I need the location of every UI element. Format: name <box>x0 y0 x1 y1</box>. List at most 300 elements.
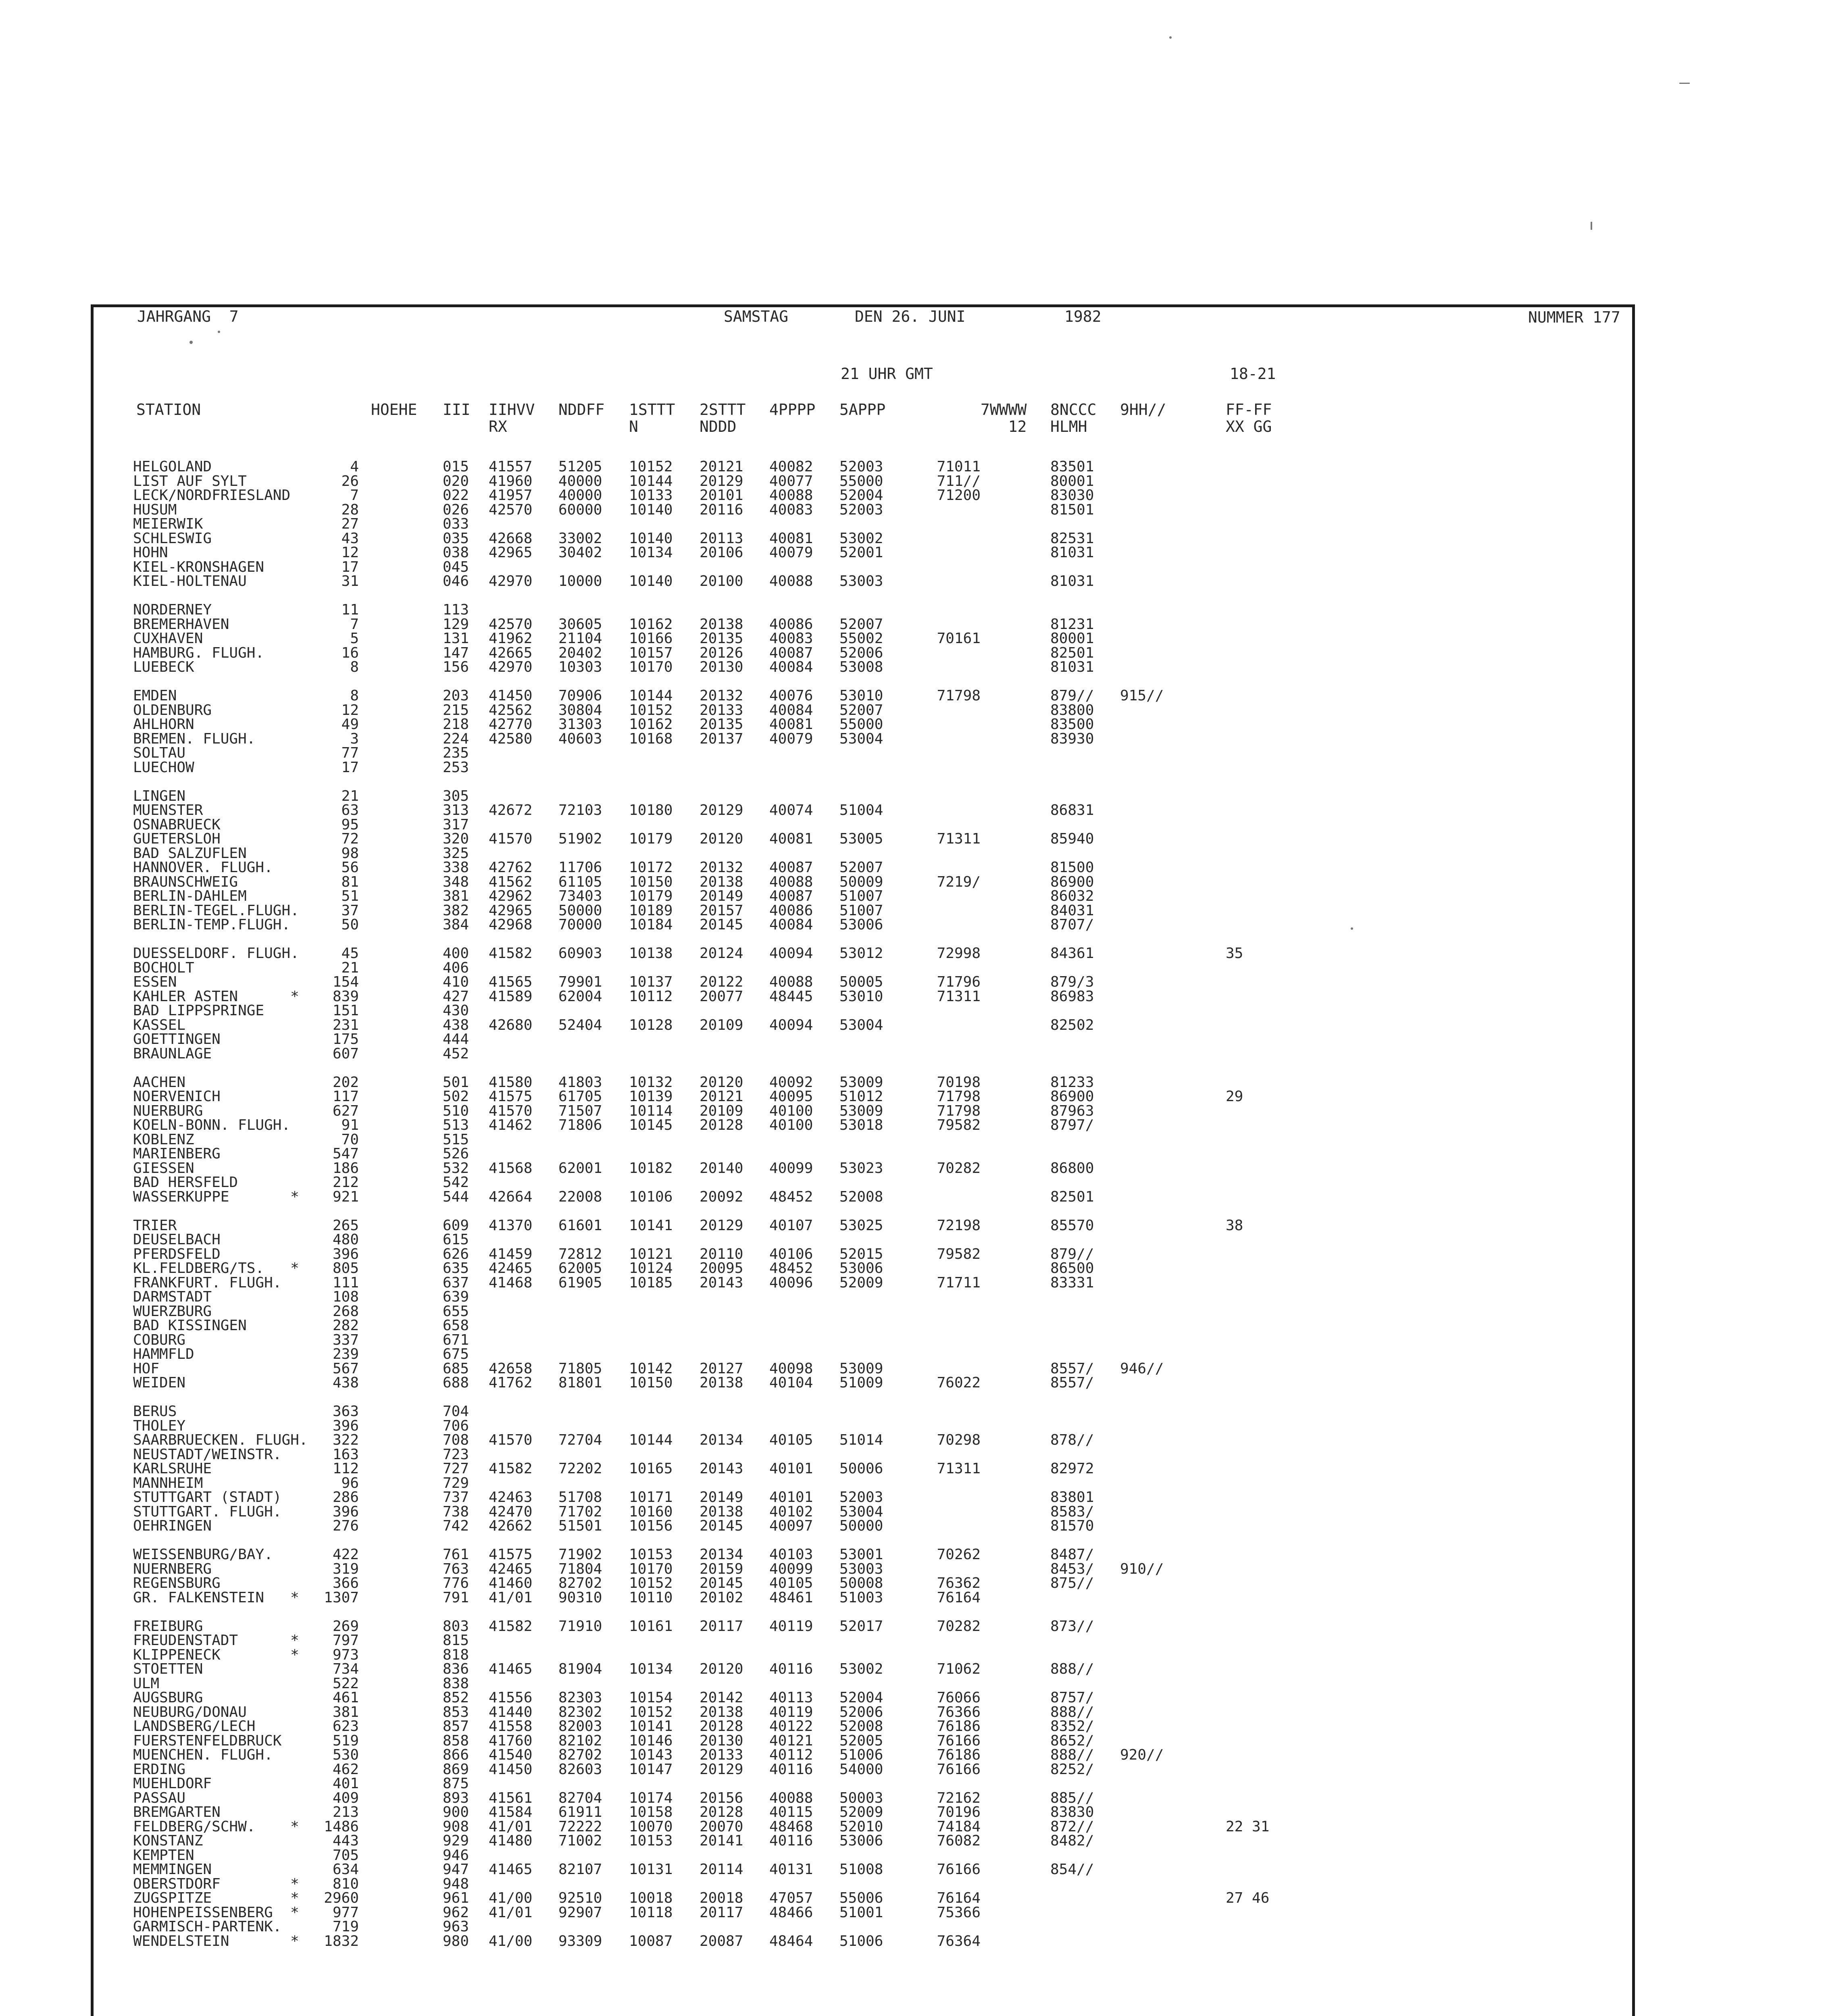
8nccc: 85940 <box>1050 831 1094 847</box>
nddff: 82704 <box>558 1789 602 1806</box>
station-id: 015 <box>443 458 469 475</box>
scan-speck <box>189 341 193 344</box>
4pppp: 40105 <box>769 1575 813 1591</box>
5appp: 52017 <box>839 1618 883 1635</box>
2sttt: 20140 <box>700 1160 743 1177</box>
8nccc: 8707/ <box>1050 916 1094 933</box>
station-name: KARLSRUHE <box>133 1460 212 1477</box>
1sttt: 10166 <box>629 630 673 647</box>
station-name: HUSUM <box>133 501 177 518</box>
nddff: 82702 <box>558 1747 602 1763</box>
table-row <box>133 1118 1585 1133</box>
1sttt: 10070 <box>629 1818 673 1835</box>
8nccc: 888// <box>1050 1704 1094 1720</box>
station-id: 658 <box>443 1317 469 1334</box>
1sttt: 10141 <box>629 1718 673 1735</box>
scan-speck <box>1169 36 1172 39</box>
station-height: 607 <box>332 1045 359 1062</box>
nddff: 70906 <box>558 687 602 704</box>
station-name: LUECHOW <box>133 759 194 776</box>
2sttt: 20128 <box>700 1718 743 1735</box>
table-row <box>133 1347 1585 1362</box>
station-height: 49 <box>341 716 359 733</box>
8nccc: 86983 <box>1050 988 1094 1005</box>
8nccc: 81031 <box>1050 573 1094 589</box>
table-row <box>133 1633 1585 1648</box>
iihvv: 42968 <box>489 916 533 933</box>
1sttt: 10185 <box>629 1274 673 1291</box>
table-row <box>133 732 1585 746</box>
2sttt: 20157 <box>700 902 743 919</box>
2sttt: 20156 <box>700 1789 743 1806</box>
station-height: 337 <box>332 1331 359 1348</box>
station-id: 857 <box>443 1718 469 1735</box>
4pppp: 40081 <box>769 530 813 547</box>
1sttt: 10165 <box>629 1460 673 1477</box>
station-height: 17 <box>341 759 359 776</box>
2sttt: 20149 <box>700 1489 743 1506</box>
table-row <box>133 1677 1585 1691</box>
5appp: 53006 <box>839 1260 883 1277</box>
station-height: 26 <box>341 473 359 489</box>
1sttt: 10142 <box>629 1360 673 1377</box>
date-label: DEN 26. JUNI <box>855 308 966 325</box>
1sttt: 10128 <box>629 1016 673 1033</box>
8nccc: 86831 <box>1050 802 1094 818</box>
station-id: 113 <box>443 602 469 618</box>
station-id: 020 <box>443 473 469 489</box>
5appp: 53002 <box>839 1661 883 1677</box>
iihvv: 41460 <box>489 1575 533 1591</box>
5appp: 51007 <box>839 888 883 904</box>
station-name: MEIERWIK <box>133 516 203 532</box>
nddff: 71910 <box>558 1618 602 1635</box>
4pppp: 48464 <box>769 1933 813 1949</box>
station-height: 530 <box>332 1747 359 1763</box>
station-id: 838 <box>443 1675 469 1692</box>
2sttt: 20133 <box>700 702 743 719</box>
station-name: HOHENPEISSENBERG * <box>133 1904 299 1921</box>
table-row <box>133 1304 1585 1319</box>
station-name: NOERVENICH <box>133 1088 221 1105</box>
table-row <box>133 1891 1585 1906</box>
station-name: HOF <box>133 1360 160 1377</box>
table-row <box>133 1190 1585 1204</box>
4pppp: 40087 <box>769 859 813 876</box>
station-height: 977 <box>332 1904 359 1921</box>
8nccc: 83930 <box>1050 730 1094 747</box>
5appp: 51004 <box>839 802 883 818</box>
nddff: 61905 <box>558 1274 602 1291</box>
2sttt: 20138 <box>700 873 743 890</box>
5appp: 52004 <box>839 1689 883 1706</box>
4pppp: 40101 <box>769 1460 813 1477</box>
station-height: 12 <box>341 702 359 719</box>
5appp: 55002 <box>839 630 883 647</box>
8nccc: 86800 <box>1050 1160 1094 1177</box>
4pppp: 40092 <box>769 1074 813 1091</box>
4pppp: 40088 <box>769 974 813 990</box>
col-iihvv: IIHVV RX <box>489 401 535 435</box>
8nccc: 875// <box>1050 1575 1094 1591</box>
station-id: 763 <box>443 1560 469 1577</box>
5appp: 52005 <box>839 1732 883 1749</box>
table-row <box>133 631 1585 646</box>
station-name: MUENCHEN. FLUGH. <box>133 1747 273 1763</box>
table-row <box>133 803 1585 818</box>
5appp: 50000 <box>839 1518 883 1534</box>
5appp: 53004 <box>839 1503 883 1520</box>
table-row <box>133 1261 1585 1276</box>
station-name: MUEHLDORF <box>133 1775 212 1792</box>
station-id: 313 <box>443 802 469 818</box>
station-name: SOLTAU <box>133 745 186 761</box>
iihvv: 41584 <box>489 1804 533 1820</box>
iihvv: 41562 <box>489 873 533 890</box>
iihvv: 41370 <box>489 1217 533 1234</box>
iihvv: 41570 <box>489 1432 533 1448</box>
4pppp: 40094 <box>769 1016 813 1033</box>
1sttt: 10118 <box>629 1904 673 1921</box>
iihvv: 41561 <box>489 1789 533 1806</box>
iihvv: 42668 <box>489 530 533 547</box>
iihvv: 41/00 <box>489 1890 533 1906</box>
table-row <box>133 1934 1585 1949</box>
station-name: MEMMINGEN <box>133 1861 212 1878</box>
7wwww: 76366 <box>937 1704 981 1720</box>
table-row <box>133 1376 1585 1390</box>
8nccc: 8352/ <box>1050 1718 1094 1735</box>
iihvv: 42665 <box>489 644 533 661</box>
iihvv: 41450 <box>489 1761 533 1778</box>
nddff: 10303 <box>558 659 602 675</box>
1sttt: 10114 <box>629 1102 673 1119</box>
7wwww: 70262 <box>937 1546 981 1563</box>
station-height: 719 <box>332 1918 359 1935</box>
iihvv: 41580 <box>489 1074 533 1091</box>
station-id: 215 <box>443 702 469 719</box>
station-id: 129 <box>443 616 469 633</box>
table-row <box>133 1805 1585 1820</box>
iihvv: 41582 <box>489 1618 533 1635</box>
nddff: 30402 <box>558 544 602 561</box>
station-height: 117 <box>332 1088 359 1105</box>
station-name: MARIENBERG <box>133 1145 221 1162</box>
table-row <box>133 1333 1585 1347</box>
5appp: 53004 <box>839 730 883 747</box>
table-row <box>133 560 1585 575</box>
4pppp: 40081 <box>769 716 813 733</box>
4pppp: 40084 <box>769 916 813 933</box>
5appp: 53001 <box>839 1546 883 1563</box>
iihvv: 41/01 <box>489 1589 533 1606</box>
station-height: 151 <box>332 1002 359 1019</box>
2sttt: 20101 <box>700 487 743 504</box>
group-spacer <box>133 1605 1585 1619</box>
8nccc: 8583/ <box>1050 1503 1094 1520</box>
station-id: 929 <box>443 1833 469 1849</box>
station-height: 8 <box>350 687 359 704</box>
2sttt: 20114 <box>700 1861 743 1878</box>
table-row <box>133 517 1585 531</box>
2sttt: 20113 <box>700 530 743 547</box>
2sttt: 20129 <box>700 1217 743 1234</box>
7wwww: 76166 <box>937 1761 981 1778</box>
iihvv: 42965 <box>489 902 533 919</box>
2sttt: 20106 <box>700 544 743 561</box>
2sttt: 20133 <box>700 1747 743 1763</box>
nddff: 82102 <box>558 1732 602 1749</box>
8nccc: 8797/ <box>1050 1117 1094 1133</box>
station-id: 947 <box>443 1861 469 1878</box>
table-row <box>133 904 1585 918</box>
station-height: 627 <box>332 1102 359 1119</box>
table-row <box>133 1920 1585 1934</box>
station-height: 396 <box>332 1503 359 1520</box>
station-id: 609 <box>443 1217 469 1234</box>
station-id: 452 <box>443 1045 469 1062</box>
table-row <box>133 1791 1585 1806</box>
4pppp: 40121 <box>769 1732 813 1749</box>
station-id: 384 <box>443 916 469 933</box>
station-height: 734 <box>332 1661 359 1677</box>
iihvv: 42465 <box>489 1560 533 1577</box>
ff-gusts: 38 <box>1226 1217 1243 1234</box>
station-height: 27 <box>341 516 359 532</box>
7wwww: 76066 <box>937 1689 981 1706</box>
nddff: 72704 <box>558 1432 602 1448</box>
nddff: 10000 <box>558 573 602 589</box>
1sttt: 10150 <box>629 1375 673 1391</box>
nddff: 62001 <box>558 1160 602 1177</box>
iihvv: 42570 <box>489 616 533 633</box>
iihvv: 42658 <box>489 1360 533 1377</box>
station-height: 50 <box>341 916 359 933</box>
station-name: LANDSBERG/LECH <box>133 1718 256 1735</box>
7wwww: 76362 <box>937 1575 981 1591</box>
table-row <box>133 646 1585 660</box>
4pppp: 40116 <box>769 1761 813 1778</box>
col-8nccc: 8NCCC HLMH <box>1050 401 1097 435</box>
station-id: 235 <box>443 745 469 761</box>
1sttt: 10179 <box>629 888 673 904</box>
station-name: GARMISCH-PARTENK. <box>133 1918 282 1935</box>
station-name: GR. FALKENSTEIN * <box>133 1589 299 1606</box>
table-row <box>133 1662 1585 1677</box>
station-height: 1486 <box>324 1818 359 1835</box>
4pppp: 47057 <box>769 1890 813 1906</box>
table-row <box>133 603 1585 617</box>
5appp: 52003 <box>839 501 883 518</box>
1sttt: 10172 <box>629 859 673 876</box>
5appp: 52009 <box>839 1274 883 1291</box>
4pppp: 40088 <box>769 873 813 890</box>
col-1sttt: 1STTT N <box>629 401 675 435</box>
station-name: OEHRINGEN <box>133 1518 212 1534</box>
station-id: 893 <box>443 1789 469 1806</box>
station-height: 7 <box>350 487 359 504</box>
5appp: 52015 <box>839 1245 883 1262</box>
9hh: 910// <box>1120 1560 1164 1577</box>
4pppp: 40088 <box>769 1789 813 1806</box>
table-row <box>133 818 1585 832</box>
nddff: 51902 <box>558 831 602 847</box>
station-height: 95 <box>341 816 359 833</box>
year-label: 1982 <box>1064 308 1102 325</box>
7wwww: 76082 <box>937 1833 981 1849</box>
8nccc: 86900 <box>1050 1088 1094 1105</box>
nddff: 92907 <box>558 1904 602 1921</box>
1sttt: 10156 <box>629 1518 673 1534</box>
2sttt: 20143 <box>700 1274 743 1291</box>
8nccc: 82501 <box>1050 1188 1094 1205</box>
table-row <box>133 1848 1585 1863</box>
nddff: 22008 <box>558 1188 602 1205</box>
4pppp: 40115 <box>769 1804 813 1820</box>
2sttt: 20117 <box>700 1618 743 1635</box>
station-name: BREMEN. FLUGH. <box>133 730 256 747</box>
iihvv: 42965 <box>489 544 533 561</box>
station-name: HAMMFLD <box>133 1346 194 1362</box>
table-row <box>133 1290 1585 1304</box>
4pppp: 40096 <box>769 1274 813 1291</box>
station-height: 72 <box>341 831 359 847</box>
4pppp: 40086 <box>769 616 813 633</box>
table-row <box>133 1447 1585 1462</box>
station-name: FREUDENSTADT * <box>133 1632 299 1649</box>
8nccc: 872// <box>1050 1818 1094 1835</box>
station-name: DEUSELBACH <box>133 1231 221 1248</box>
station-name: ULM <box>133 1675 160 1692</box>
nddff: 31303 <box>558 716 602 733</box>
station-name: ESSEN <box>133 974 177 990</box>
4pppp: 40105 <box>769 1432 813 1448</box>
table-row <box>133 846 1585 861</box>
table-row <box>133 1547 1585 1562</box>
7wwww: 76166 <box>937 1732 981 1749</box>
8nccc: 83030 <box>1050 487 1094 504</box>
station-id: 513 <box>443 1117 469 1133</box>
station-name: LIST AUF SYLT <box>133 473 247 489</box>
station-id: 852 <box>443 1689 469 1706</box>
1sttt: 10154 <box>629 1689 673 1706</box>
1sttt: 10112 <box>629 988 673 1005</box>
table-row <box>133 975 1585 989</box>
7wwww: 70282 <box>937 1618 981 1635</box>
station-height: 462 <box>332 1761 359 1778</box>
nddff: 51205 <box>558 458 602 475</box>
station-name: SCHLESWIG <box>133 530 212 547</box>
table-row <box>133 1591 1585 1605</box>
8nccc: 82502 <box>1050 1016 1094 1033</box>
station-id: 963 <box>443 1918 469 1935</box>
table-row <box>133 860 1585 875</box>
4pppp: 40101 <box>769 1489 813 1506</box>
station-id: 382 <box>443 902 469 919</box>
8nccc: 83500 <box>1050 716 1094 733</box>
col-hoehe: HOEHE <box>371 401 417 419</box>
ff-gusts: 27 46 <box>1226 1890 1270 1906</box>
2sttt: 20142 <box>700 1689 743 1706</box>
station-id: 791 <box>443 1589 469 1606</box>
station-id: 410 <box>443 974 469 990</box>
station-height: 282 <box>332 1317 359 1334</box>
iihvv: 42672 <box>489 802 533 818</box>
5appp: 52003 <box>839 458 883 475</box>
station-id: 444 <box>443 1031 469 1048</box>
table-row <box>133 617 1585 632</box>
2sttt: 20130 <box>700 659 743 675</box>
table-row <box>133 474 1585 489</box>
5appp: 53006 <box>839 1833 883 1849</box>
5appp: 52008 <box>839 1718 883 1735</box>
station-id: 776 <box>443 1575 469 1591</box>
station-height: 212 <box>332 1174 359 1191</box>
5appp: 53023 <box>839 1160 883 1177</box>
station-name: BERUS <box>133 1403 177 1420</box>
1sttt: 10138 <box>629 945 673 962</box>
station-height: 522 <box>332 1675 359 1692</box>
2sttt: 20135 <box>700 716 743 733</box>
station-name: FRANKFURT. FLUGH. <box>133 1274 282 1291</box>
5appp: 53009 <box>839 1102 883 1119</box>
station-height: 108 <box>332 1289 359 1305</box>
7wwww: 70298 <box>937 1432 981 1448</box>
col-5appp: 5APPP <box>839 401 886 419</box>
station-name: KEMPTEN <box>133 1847 194 1864</box>
station-id: 131 <box>443 630 469 647</box>
8nccc: 86500 <box>1050 1260 1094 1277</box>
station-name: KIEL-KRONSHAGEN <box>133 558 264 575</box>
iihvv: 41568 <box>489 1160 533 1177</box>
station-name: ZUGSPITZE * <box>133 1890 299 1906</box>
2sttt: 20135 <box>700 630 743 647</box>
5appp: 52004 <box>839 487 883 504</box>
station-height: 805 <box>332 1260 359 1277</box>
station-id: 675 <box>443 1346 469 1362</box>
station-height: 70 <box>341 1131 359 1148</box>
5appp: 52009 <box>839 1804 883 1820</box>
2sttt: 20109 <box>700 1102 743 1119</box>
table-row <box>133 1362 1585 1376</box>
station-height: 519 <box>332 1732 359 1749</box>
7wwww: 75366 <box>937 1904 981 1921</box>
station-id: 815 <box>443 1632 469 1649</box>
1sttt: 10150 <box>629 873 673 890</box>
2sttt: 20122 <box>700 974 743 990</box>
table-row <box>133 1419 1585 1433</box>
nddff: 90310 <box>558 1589 602 1606</box>
5appp: 53005 <box>839 831 883 847</box>
5appp: 53018 <box>839 1117 883 1133</box>
table-row <box>133 1161 1585 1176</box>
2sttt: 20129 <box>700 473 743 489</box>
table-row <box>133 1318 1585 1333</box>
1sttt: 10137 <box>629 974 673 990</box>
station-id: 224 <box>443 730 469 747</box>
station-height: 401 <box>332 1775 359 1792</box>
station-name: FUERSTENFELDBRUCK <box>133 1732 282 1749</box>
station-id: 026 <box>443 501 469 518</box>
iihvv: 42762 <box>489 859 533 876</box>
2sttt: 20138 <box>700 1503 743 1520</box>
iihvv: 42962 <box>489 888 533 904</box>
station-name: DARMSTADT <box>133 1289 212 1305</box>
8nccc: 873// <box>1050 1618 1094 1635</box>
7wwww: 71798 <box>937 687 981 704</box>
7wwww: 711// <box>937 473 981 489</box>
station-name: MUENSTER <box>133 802 203 818</box>
